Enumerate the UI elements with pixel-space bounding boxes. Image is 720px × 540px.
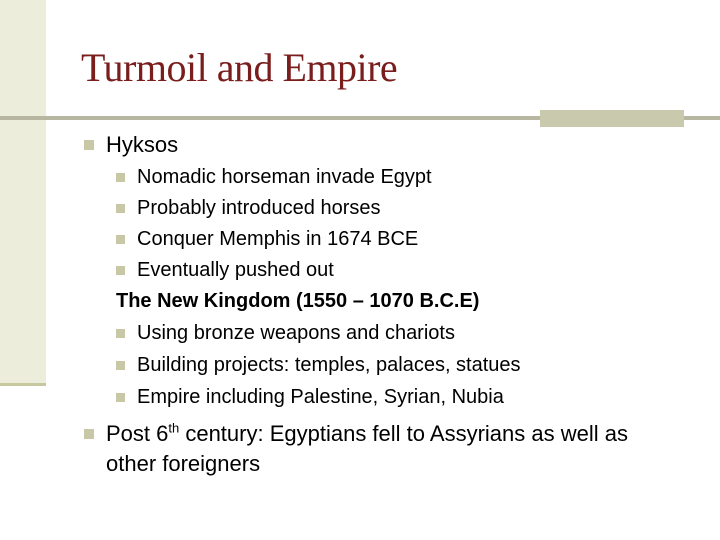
bullet-text: Using bronze weapons and chariots xyxy=(137,322,455,344)
bullet-post-6th-century xyxy=(84,421,628,447)
slide-title: Turmoil and Empire xyxy=(81,45,398,90)
ordinal-suffix: th xyxy=(168,420,180,436)
bullet-text: Nomadic horseman invade Egypt xyxy=(137,166,432,188)
square-bullet-icon xyxy=(116,173,125,182)
bullet-text: Empire including Palestine, Syrian, Nubia xyxy=(137,386,504,408)
bullet-nomadic xyxy=(116,166,432,189)
square-bullet-icon xyxy=(116,361,125,370)
bullet-text: Eventually pushed out xyxy=(137,259,334,281)
bullet-text: Hyksos xyxy=(106,132,179,157)
square-bullet-icon xyxy=(116,235,125,244)
bullet-text: Building projects: temples, palaces, statues xyxy=(137,354,521,376)
square-bullet-icon xyxy=(84,140,94,150)
bullet-building xyxy=(116,354,521,377)
left-decor-bar xyxy=(0,0,46,383)
bullet-bronze xyxy=(116,322,455,345)
square-bullet-icon xyxy=(116,329,125,338)
square-bullet-icon xyxy=(116,393,125,402)
bullet-text: Conquer Memphis in 1674 BCE xyxy=(137,228,419,250)
bullet-empire xyxy=(116,386,504,409)
bullet-post-continuation: other foreigners xyxy=(106,451,261,476)
title-divider-accent xyxy=(540,110,684,127)
bullet-text: Probably introduced horses xyxy=(137,197,381,219)
bullet-hyksos xyxy=(84,132,178,158)
square-bullet-icon xyxy=(84,429,94,439)
bullet-pushed xyxy=(116,259,334,282)
square-bullet-icon xyxy=(116,204,125,213)
heading-new-kingdom: The New Kingdom (1550 – 1070 B.C.E) xyxy=(116,290,480,312)
bullet-memphis xyxy=(116,228,418,251)
bullet-text: Post 6th century: Egyptians fell to Assyrians as well as xyxy=(106,420,628,446)
bullet-horses xyxy=(116,197,380,220)
left-decor-bar-edge xyxy=(0,383,46,386)
square-bullet-icon xyxy=(116,266,125,275)
